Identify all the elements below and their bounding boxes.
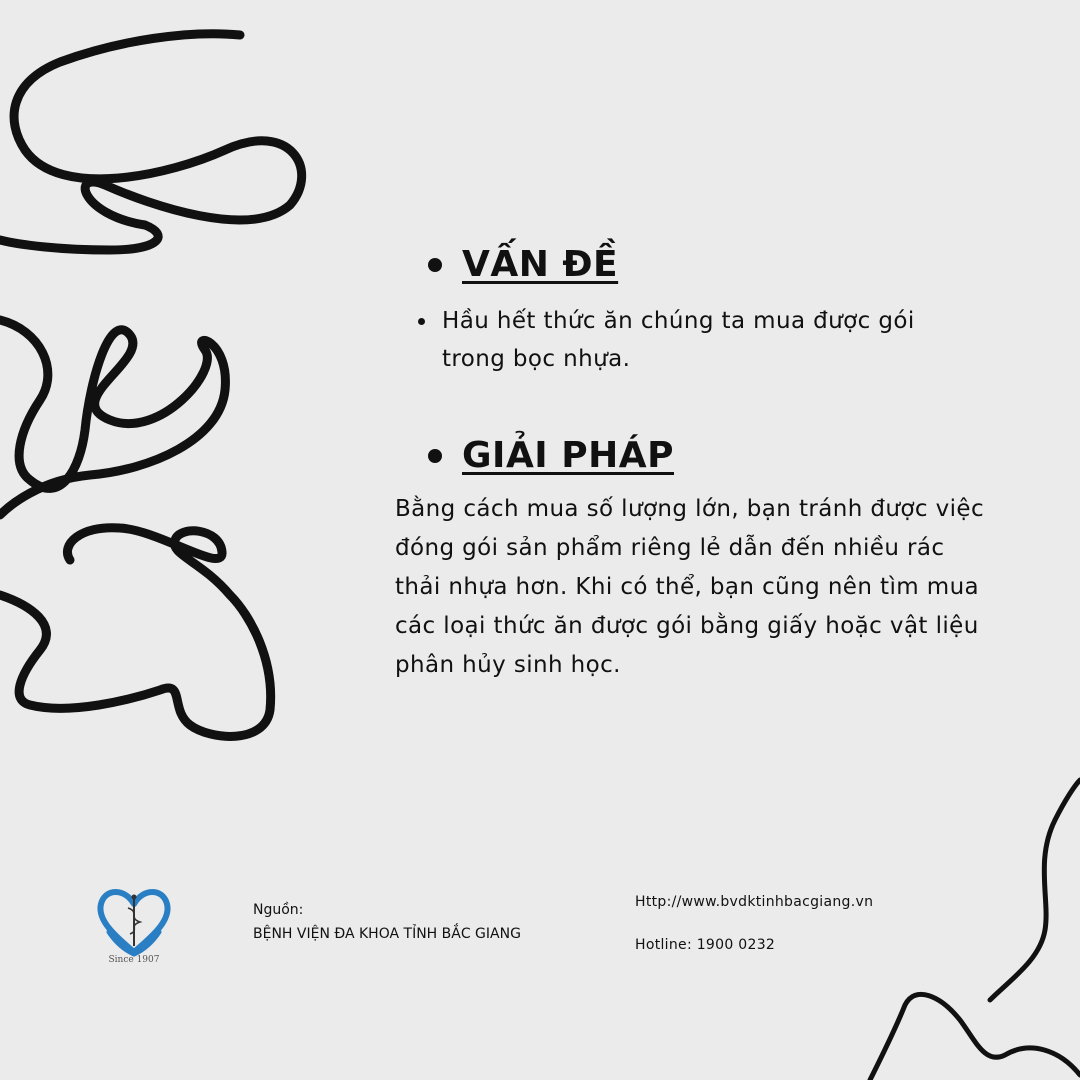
website-link[interactable]: Http://www.bvdktinhbacgiang.vn — [635, 894, 874, 910]
left-squiggle-line — [0, 34, 302, 737]
source-label: Nguồn: — [253, 902, 304, 918]
problem-item — [418, 302, 978, 378]
problem-heading-row — [428, 244, 618, 285]
logo-caption: Since 1907 — [108, 955, 160, 965]
bullet-icon — [428, 449, 442, 463]
bullet-icon — [428, 258, 442, 272]
solution-heading: GIẢI PHÁP — [462, 435, 674, 476]
problem-heading: VẤN ĐỀ — [462, 244, 619, 285]
source-name: BỆNH VIỆN ĐA KHOA TỈNH BẮC GIANG — [253, 926, 521, 942]
bullet-icon — [418, 318, 425, 325]
solution-heading-row — [428, 435, 674, 476]
bottom-right-squiggle-line — [870, 780, 1080, 1080]
hotline-text: Hotline: 1900 0232 — [635, 937, 776, 953]
solution-text: Bằng cách mua số lượng lớn, bạn tránh được việc đóng gói sản phẩm riêng lẻ dẫn đến nhiều rác thải nhựa hơn. Khi có thể, bạn cũng nên tìm mua các loại thức ăn được gói bằng giấy hoặc vật liệu phân hủy sinh học. — [395, 496, 984, 678]
problem-text: Hầu hết thức ăn chúng ta mua được gói trong bọc nhựa. — [442, 308, 915, 372]
